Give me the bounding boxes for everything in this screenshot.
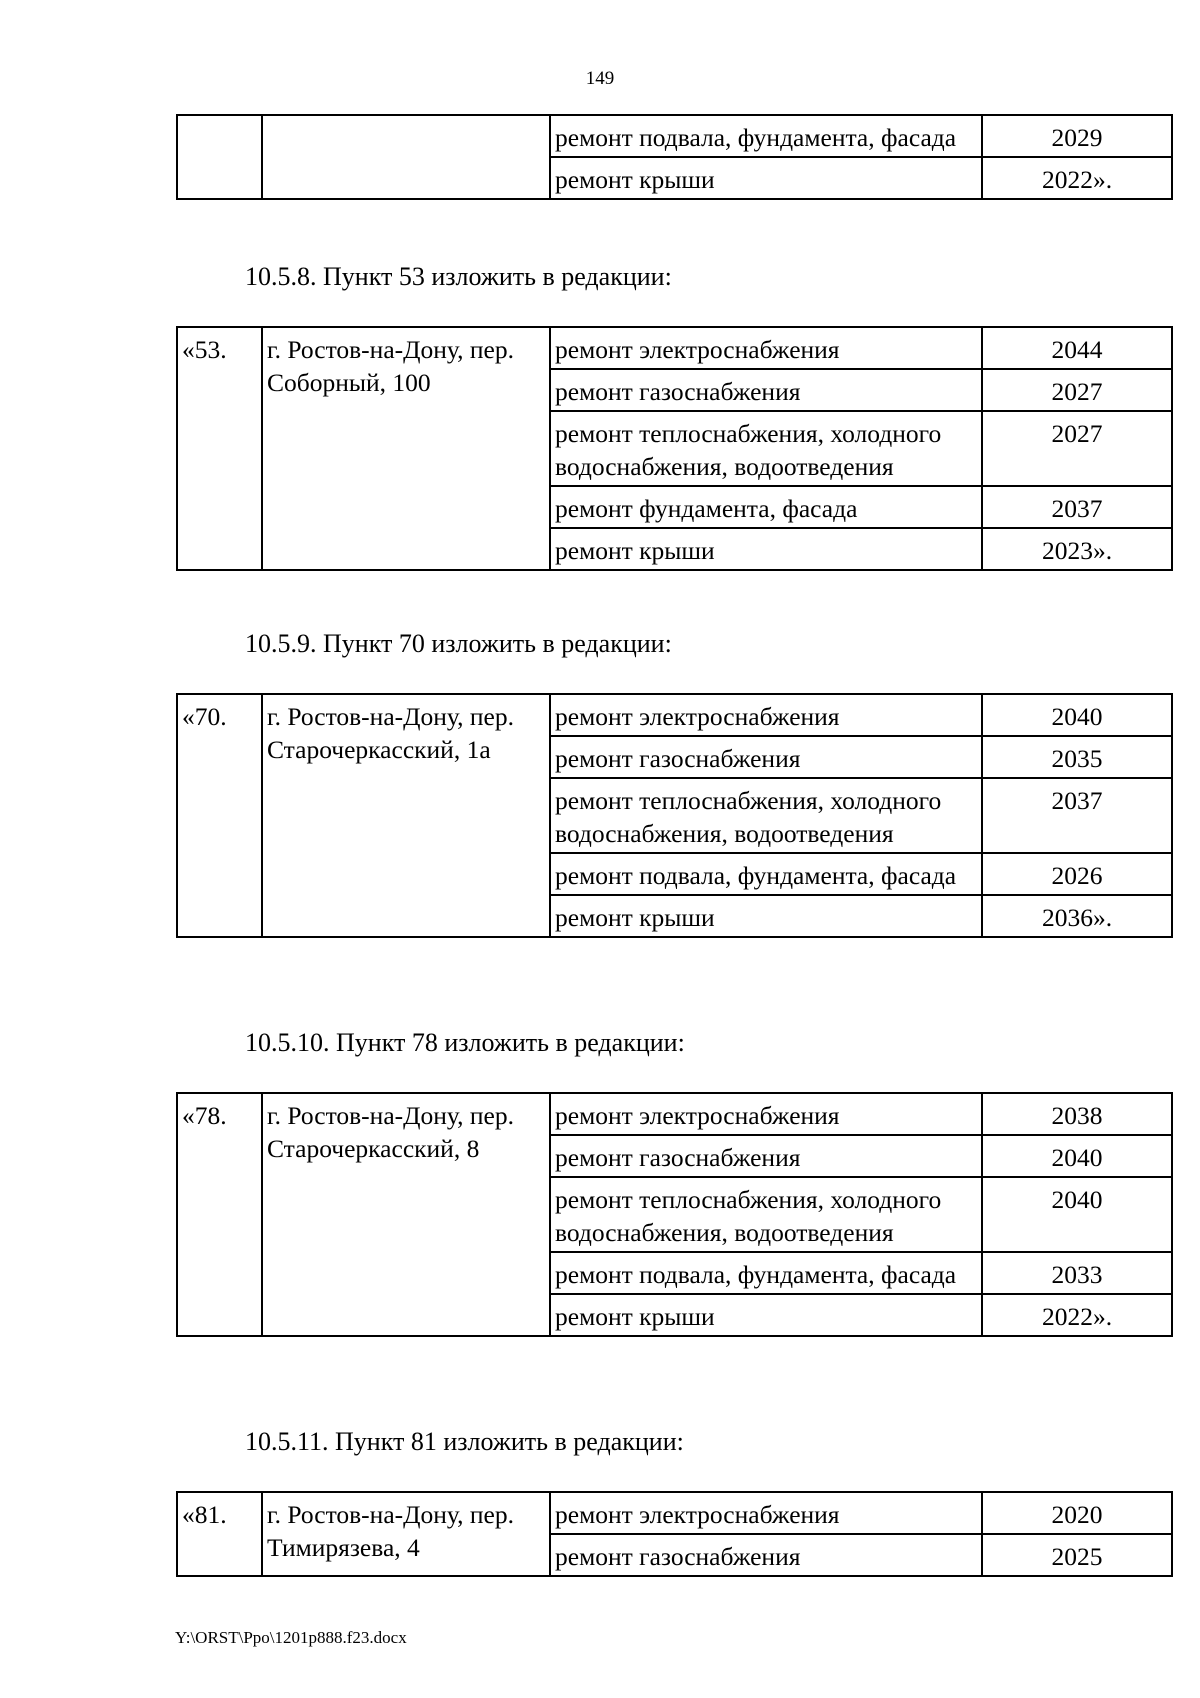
year-cell: 2026: [982, 853, 1172, 895]
work-cell: ремонт электроснабжения: [550, 327, 982, 369]
table-row: [177, 327, 1172, 369]
year-cell: 2025: [982, 1534, 1172, 1576]
table-row: [177, 115, 1172, 157]
year-cell: 2038: [982, 1093, 1172, 1135]
address-cell: г. Ростов-на-Дону, пер. Старочеркасский, 1а: [262, 694, 550, 937]
work-cell: ремонт крыши: [550, 528, 982, 570]
section-heading: 10.5.8. Пункт 53 изложить в редакции:: [245, 262, 672, 291]
work-cell: ремонт крыши: [550, 895, 982, 937]
work-cell: ремонт подвала, фундамента, фасада: [550, 1252, 982, 1294]
repair-table: [176, 693, 1173, 938]
year-cell: 2044: [982, 327, 1172, 369]
work-cell: ремонт теплоснабжения, холодного водоснабжения, водоотведения: [550, 1177, 982, 1252]
year-cell: 2029: [982, 115, 1172, 157]
address-cell: г. Ростов-на-Дону, пер. Тимирязева, 4: [262, 1492, 550, 1576]
item-number-cell: «53.: [177, 327, 262, 570]
year-cell: 2023».: [982, 528, 1172, 570]
work-cell: ремонт электроснабжения: [550, 1093, 982, 1135]
work-cell: ремонт крыши: [550, 1294, 982, 1336]
page-number: 149: [585, 68, 615, 89]
address-cell: г. Ростов-на-Дону, пер. Старочеркасский, 8: [262, 1093, 550, 1336]
work-cell: ремонт теплоснабжения, холодного водоснабжения, водоотведения: [550, 411, 982, 486]
item-number-cell: «81.: [177, 1492, 262, 1576]
work-cell: ремонт фундамента, фасада: [550, 486, 982, 528]
year-cell: 2040: [982, 1177, 1172, 1252]
item-number-cell: [177, 115, 262, 199]
table-row: [177, 1093, 1172, 1135]
year-cell: 2022».: [982, 157, 1172, 199]
work-cell: ремонт газоснабжения: [550, 1135, 982, 1177]
footer-file-path: Y:\ORST\Ppo\1201p888.f23.docx: [175, 1628, 407, 1647]
year-cell: 2035: [982, 736, 1172, 778]
address-cell: [262, 115, 550, 199]
table-row: [177, 1492, 1172, 1534]
year-cell: 2033: [982, 1252, 1172, 1294]
repair-table: [176, 326, 1173, 571]
year-cell: 2036».: [982, 895, 1172, 937]
work-cell: ремонт газоснабжения: [550, 1534, 982, 1576]
year-cell: 2020: [982, 1492, 1172, 1534]
item-number-cell: «78.: [177, 1093, 262, 1336]
address-cell: г. Ростов-на-Дону, пер. Соборный, 100: [262, 327, 550, 570]
work-cell: ремонт теплоснабжения, холодного водоснабжения, водоотведения: [550, 778, 982, 853]
work-cell: ремонт газоснабжения: [550, 369, 982, 411]
year-cell: 2037: [982, 778, 1172, 853]
work-cell: ремонт электроснабжения: [550, 694, 982, 736]
continuation-table: [176, 114, 1173, 200]
item-number-cell: «70.: [177, 694, 262, 937]
work-cell: ремонт электроснабжения: [550, 1492, 982, 1534]
work-cell: ремонт подвала, фундамента, фасада: [550, 853, 982, 895]
work-cell: ремонт газоснабжения: [550, 736, 982, 778]
section-heading: 10.5.11. Пункт 81 изложить в редакции:: [245, 1427, 684, 1456]
section-heading: 10.5.10. Пункт 78 изложить в редакции:: [245, 1028, 685, 1057]
work-cell: ремонт подвала, фундамента, фасада: [550, 115, 982, 157]
year-cell: 2027: [982, 411, 1172, 486]
repair-table: [176, 1092, 1173, 1337]
table-row: [177, 694, 1172, 736]
work-cell: ремонт крыши: [550, 157, 982, 199]
year-cell: 2022».: [982, 1294, 1172, 1336]
repair-table: [176, 1491, 1173, 1577]
year-cell: 2037: [982, 486, 1172, 528]
year-cell: 2027: [982, 369, 1172, 411]
section-heading: 10.5.9. Пункт 70 изложить в редакции:: [245, 629, 672, 658]
year-cell: 2040: [982, 1135, 1172, 1177]
year-cell: 2040: [982, 694, 1172, 736]
